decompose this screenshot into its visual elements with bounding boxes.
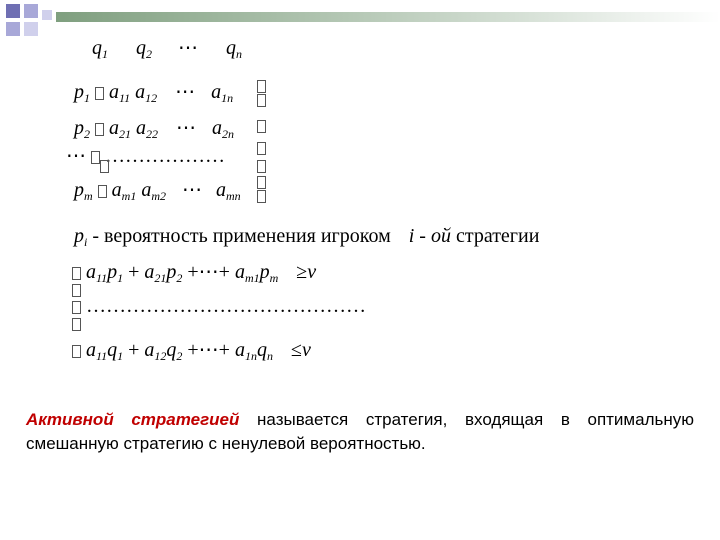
bracket-left-icon: [100, 160, 109, 173]
term: $a_{1n}q_n$: [234, 339, 273, 363]
cell: $a_{12}$: [135, 81, 158, 105]
relation: ≥: [296, 261, 308, 283]
bracket-right-icon: [257, 120, 266, 133]
system-line-1: $a_{11}p_1 + a_{21}p_2$ +⋯+ $a_{m1}p_m \ge v$: [72, 262, 316, 284]
bracket-left-icon: [91, 151, 100, 164]
matrix-row-2: [74, 118, 234, 140]
brace-icon: [72, 345, 81, 358]
bracket-right-icon: [257, 176, 266, 189]
cell-dots: ⋯: [175, 81, 196, 103]
system-dots: ……………………………………: [72, 296, 366, 316]
col-label-2: $q_2$: [136, 37, 152, 61]
cell: $a_{2n}$: [212, 117, 234, 141]
term: $a_{12}q_2$: [144, 339, 183, 363]
brace-icon: [72, 267, 81, 280]
term: $a_{11}q_1$: [86, 339, 124, 363]
col-label-dots: ⋯: [178, 37, 198, 59]
header-square-2: [24, 4, 38, 18]
brace-icon: [72, 318, 81, 331]
cell: $a_{21}$: [109, 117, 131, 141]
rhs: v: [301, 339, 311, 361]
bracket-right-icon: [257, 160, 266, 173]
def-tail: стратегии: [455, 225, 540, 247]
col-label-1: $q_1$: [92, 37, 108, 61]
def-dash-2: -: [419, 225, 426, 247]
note-text: называется стратегия, входящая в оптимальную смешанную стратегию с ненулевой вероятностью.: [26, 410, 694, 453]
bracket-right-icon: [257, 80, 266, 93]
row-label: $p_m$: [74, 179, 93, 203]
cell: $a_{m2}$: [141, 179, 167, 203]
header-square-1: [6, 4, 20, 18]
term: $a_{21}p_2$: [144, 261, 183, 285]
definition-line: [74, 226, 539, 248]
header-square-5: [42, 10, 52, 20]
def-index: i: [408, 225, 415, 247]
bracket-right-icon: [257, 142, 266, 155]
matrix-row-m: [74, 180, 241, 202]
term: $a_{11}p_1$: [86, 261, 124, 285]
term: $a_{m1}p_m$: [234, 261, 279, 285]
matrix-row-1: [74, 82, 233, 104]
cell: $a_{11}$: [109, 81, 131, 105]
matrix-row-dots: [66, 146, 225, 166]
cell: $a_{22}$: [136, 117, 158, 141]
def-symbol: $p_i$: [74, 225, 88, 249]
row-label-dots: ⋯: [66, 145, 86, 167]
header-gradient-bar: [56, 12, 720, 22]
relation: ≤: [290, 339, 302, 361]
header-square-3: [6, 22, 20, 36]
def-text: вероятность применения игроком: [104, 225, 391, 247]
bracket-left-icon: [95, 123, 104, 136]
col-label-n: $q_n$: [226, 37, 242, 61]
row-dots: ………………: [105, 145, 225, 167]
note-highlight: Активной стратегией: [26, 410, 240, 429]
cell-dots: ⋯: [182, 179, 203, 201]
header-square-4: [24, 22, 38, 36]
rhs: v: [307, 261, 317, 283]
row-label: $p_1$: [74, 81, 90, 105]
cell: $a_{mn}$: [216, 179, 241, 203]
cell-dots: ⋯: [176, 117, 196, 139]
bracket-right-icon: [257, 94, 266, 107]
def-dash: -: [92, 225, 100, 247]
def-suffix: ой: [430, 225, 451, 247]
system-line-2: $a_{11}q_1 + a_{12}q_2$ +⋯+ $a_{1n}q_n \le v$: [72, 340, 311, 362]
matrix-col-headers: [92, 38, 242, 60]
bracket-left-icon: [95, 87, 104, 100]
cell: $a_{m1}$: [111, 179, 137, 203]
bracket-left-icon: [98, 185, 107, 198]
brace-icon: [72, 301, 81, 314]
active-strategy-note: [26, 408, 694, 456]
bracket-right-icon: [257, 190, 266, 203]
row-label: $p_2$: [74, 117, 90, 141]
cell: $a_{1n}$: [211, 81, 234, 105]
